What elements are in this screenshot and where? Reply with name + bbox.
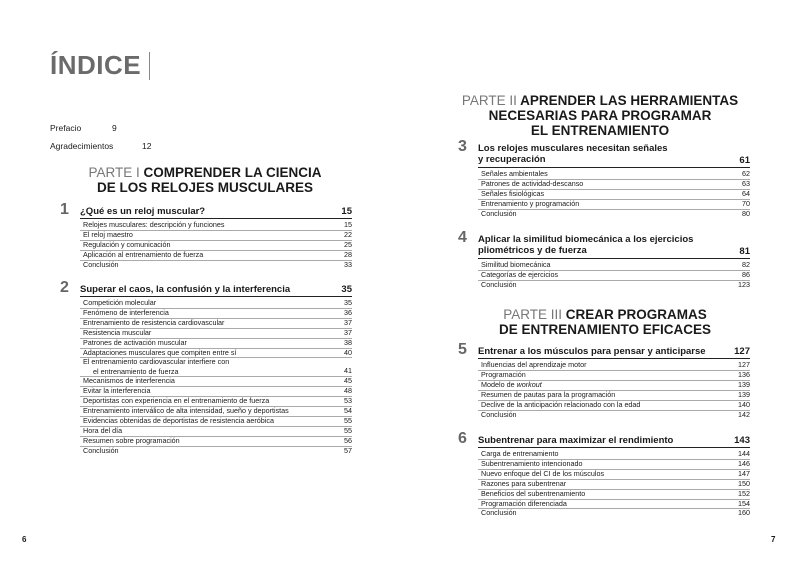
- front-matter-page: 12: [142, 141, 152, 151]
- section-entry: [80, 436, 352, 446]
- chapter-title: [478, 435, 673, 446]
- section-entry: [478, 169, 750, 179]
- section-page: 37: [344, 327, 352, 337]
- section-entry: [80, 446, 352, 456]
- chapter-page: 127: [734, 346, 750, 357]
- section-title: [481, 360, 586, 370]
- section-title-line: Conclusión: [481, 508, 517, 518]
- section-title: [481, 209, 517, 219]
- chapter-title: [478, 346, 706, 357]
- section-title: [83, 318, 224, 328]
- section-title-line: Programación: [481, 369, 526, 379]
- section-title-line: el entrenamiento de fuerza: [93, 367, 179, 377]
- chapter-heading: [458, 341, 750, 358]
- section-entry: [80, 357, 352, 376]
- section-list: [458, 258, 750, 290]
- section-entry: [80, 260, 352, 270]
- chapter-title-line: Subentrenar para maximizar el rendimiento: [478, 435, 674, 446]
- title-divider: [149, 52, 150, 80]
- section-title: [481, 270, 558, 280]
- section-title: [481, 459, 583, 469]
- section-entry: [478, 370, 750, 380]
- part-title-line: DE ENTRENAMIENTO EFICACES: [498, 322, 712, 337]
- section-entry: [80, 298, 352, 308]
- chapter-block: [60, 201, 352, 270]
- section-page: 35: [344, 298, 352, 307]
- section-entry: [478, 189, 750, 199]
- section-title-line: Conclusión: [83, 445, 119, 455]
- section-page: 15: [344, 220, 352, 229]
- section-entry: [80, 308, 352, 318]
- section-page: 144: [738, 449, 750, 458]
- section-title: [83, 260, 119, 270]
- section-page: 139: [738, 379, 750, 389]
- section-entry: [478, 270, 750, 280]
- chapter-rule: [478, 358, 750, 359]
- chapter-heading: [458, 430, 750, 447]
- section-title-line: Entrenamiento y programación: [481, 198, 580, 208]
- section-entry: [478, 380, 750, 390]
- page-number-left: 6: [22, 535, 27, 544]
- chapter-block: [458, 138, 750, 219]
- section-title-line: Nuevo enfoque del CI de los músculos: [481, 468, 605, 478]
- section-entry: [478, 179, 750, 189]
- section-page: 82: [742, 260, 750, 269]
- section-title: [481, 370, 526, 380]
- section-title: [83, 406, 289, 416]
- section-title-line: Similitud biomecánica: [481, 260, 551, 269]
- chapter-title-line: Aplicar la similitud biomecánica a los ejercicios: [478, 234, 694, 245]
- chapter-rule: [478, 258, 750, 259]
- chapter-number: 1: [60, 201, 69, 218]
- section-page: 86: [742, 269, 750, 279]
- section-title: [481, 449, 559, 459]
- section-list: [60, 218, 352, 270]
- front-matter-label: Agradecimientos: [50, 141, 114, 151]
- section-title-line: Modelo de workout: [481, 379, 542, 389]
- section-page: 70: [742, 198, 750, 208]
- chapter-title-line: pliométricos y de fuerza: [478, 245, 587, 256]
- part-title-line: APRENDER LAS HERRAMIENTAS: [520, 93, 739, 108]
- section-page: 38: [344, 337, 352, 347]
- section-title: [481, 280, 517, 290]
- section-title-line: El entrenamiento cardiovascular interfiere con: [83, 357, 230, 367]
- section-entry: [80, 426, 352, 436]
- section-title: [481, 469, 604, 479]
- section-title: [481, 189, 544, 199]
- section-entry: [478, 449, 750, 459]
- section-title-line: Conclusión: [83, 259, 119, 269]
- section-page: 123: [738, 279, 750, 289]
- section-title-line: Entrenamiento de resistencia cardiovascular: [83, 317, 225, 327]
- chapter-title-line: Entrenar a los músculos para pensar y anticiparse: [478, 346, 706, 357]
- section-title: [83, 308, 169, 318]
- chapter-rule: [80, 296, 352, 297]
- section-title-line: Evidencias obtenidas de deportistas de resistencia aeróbica: [83, 416, 274, 425]
- front-matter-item: [50, 141, 170, 153]
- section-page: 25: [344, 239, 352, 249]
- section-entry: [478, 459, 750, 469]
- section-page: 33: [344, 259, 352, 269]
- front-matter-page: 9: [112, 123, 117, 133]
- section-title: [83, 436, 180, 446]
- section-entry: [478, 508, 750, 518]
- section-title: [83, 416, 274, 426]
- chapter-heading: [60, 201, 352, 218]
- section-page: 147: [738, 468, 750, 478]
- section-page: 53: [344, 396, 352, 406]
- section-page: 41: [344, 366, 352, 376]
- part-heading: [60, 165, 350, 195]
- section-title-line: Conclusión: [481, 279, 517, 289]
- section-title-line: Adaptaciones musculares que compiten entre sí: [83, 347, 237, 357]
- section-entry: [478, 400, 750, 410]
- section-title-line: Resumen de pautas para la programación: [481, 389, 616, 399]
- page-number-right: 7: [771, 535, 776, 544]
- part-label: PARTE III: [503, 307, 562, 322]
- chapter-number: 5: [458, 341, 467, 358]
- section-page: 80: [742, 208, 750, 218]
- section-title-line: Razones para subentrenar: [481, 478, 567, 488]
- section-title-line: Relojes musculares: descripción y funciones: [83, 220, 225, 229]
- section-page: 63: [742, 178, 750, 188]
- chapter-block: [458, 430, 750, 518]
- chapter-number: 4: [458, 229, 467, 246]
- section-entry: [80, 386, 352, 396]
- section-title-line: Hora del día: [83, 425, 123, 435]
- section-entry: [80, 240, 352, 250]
- section-title: [83, 357, 229, 377]
- section-title: [83, 220, 224, 230]
- section-title-line: Conclusión: [481, 208, 517, 218]
- section-title-line: Programación diferenciada: [481, 498, 567, 508]
- section-page: 54: [344, 406, 352, 416]
- section-title: [83, 240, 171, 250]
- chapter-title-line: y recuperación: [478, 154, 546, 165]
- chapter-page: 61: [739, 155, 750, 166]
- chapter-block: [60, 279, 352, 456]
- section-entry: [80, 406, 352, 416]
- section-list: [458, 447, 750, 518]
- section-entry: [478, 199, 750, 209]
- section-entry: [80, 318, 352, 328]
- part-title-line: DE LOS RELOJES MUSCULARES: [96, 180, 314, 195]
- section-page: 45: [344, 376, 352, 386]
- part-title-line: NECESARIAS PARA PROGRAMAR: [488, 108, 712, 123]
- section-title: [481, 199, 579, 209]
- section-title: [83, 338, 187, 348]
- section-page: 152: [738, 488, 750, 498]
- section-entry: [80, 250, 352, 260]
- section-entry: [478, 260, 750, 270]
- section-page: 22: [344, 229, 352, 239]
- section-entry: [80, 328, 352, 338]
- part-label: PARTE II: [461, 93, 517, 108]
- chapter-number: 3: [458, 138, 467, 155]
- chapter-rule: [80, 218, 352, 219]
- section-page: 36: [344, 307, 352, 317]
- section-title-line: Subentrenamiento intencionado: [481, 458, 583, 468]
- chapter-page: 35: [341, 284, 352, 295]
- section-title-line: Beneficios del subentrenamiento: [481, 488, 586, 498]
- section-title-line: Resumen sobre programación: [83, 435, 180, 445]
- section-list: [458, 167, 750, 219]
- section-title: [481, 499, 567, 509]
- section-title: [83, 426, 122, 436]
- section-entry: [80, 220, 352, 230]
- part-label: PARTE I: [88, 165, 140, 180]
- section-title: [83, 348, 236, 358]
- section-title: [83, 376, 175, 386]
- section-title-line: Mecanismos de interferencia: [83, 376, 175, 386]
- section-title: [481, 260, 551, 270]
- section-title: [481, 489, 585, 499]
- section-title: [83, 328, 151, 338]
- section-entry: [80, 376, 352, 386]
- section-title-line: Evitar la interferencia: [83, 386, 151, 396]
- page-title: ÍNDICE: [50, 50, 142, 80]
- section-entry: [478, 499, 750, 509]
- section-page: 142: [738, 409, 750, 419]
- section-title: [83, 396, 269, 406]
- section-entry: [478, 489, 750, 499]
- section-page: 48: [344, 386, 352, 396]
- section-page: 150: [738, 478, 750, 488]
- chapter-title-line: Los relojes musculares necesitan señales: [478, 143, 668, 154]
- section-page: 139: [738, 389, 750, 399]
- section-title-line: Carga de entrenamiento: [481, 449, 559, 458]
- section-entry: [478, 280, 750, 290]
- section-entry: [478, 390, 750, 400]
- section-title: [83, 250, 203, 260]
- section-page: 154: [738, 498, 750, 508]
- section-entry: [478, 469, 750, 479]
- chapter-page: 15: [341, 206, 352, 217]
- section-title-line: Señales fisiológicas: [481, 188, 545, 198]
- section-title: [481, 508, 517, 518]
- section-title: [83, 298, 156, 308]
- section-entry: [478, 410, 750, 420]
- section-title: [481, 390, 615, 400]
- section-title: [481, 380, 542, 390]
- part-heading: [450, 93, 750, 138]
- section-entry: [478, 209, 750, 219]
- index-heading: [50, 50, 150, 81]
- section-title: [83, 386, 151, 396]
- section-title-line: Declive de la anticipación relacionado con la edad: [481, 399, 641, 409]
- section-page: 127: [738, 360, 750, 369]
- section-title-line: Resistencia muscular: [83, 327, 152, 337]
- section-list: [458, 358, 750, 419]
- section-title-line: El reloj maestro: [83, 229, 133, 239]
- section-page: 160: [738, 508, 750, 518]
- chapter-title: [80, 206, 205, 217]
- section-title-line: Señales ambientales: [481, 169, 548, 178]
- chapter-rule: [478, 447, 750, 448]
- chapter-title: [478, 143, 668, 165]
- section-page: 56: [344, 435, 352, 445]
- part-title-line: CREAR PROGRAMAS: [565, 307, 707, 322]
- section-page: 55: [344, 416, 352, 425]
- section-entry: [80, 338, 352, 348]
- part-heading: [460, 307, 750, 337]
- section-page: 55: [344, 425, 352, 435]
- section-title: [481, 169, 548, 179]
- section-title-line: Entrenamiento interválico de alta intensidad, sueño y deportistas: [83, 406, 289, 416]
- front-matter-label: Prefacio: [50, 123, 82, 133]
- section-title: [481, 410, 517, 420]
- section-title-line: Influencias del aprendizaje motor: [481, 360, 587, 369]
- section-title: [481, 479, 566, 489]
- front-matter-item: [50, 123, 170, 135]
- section-title-line: Deportistas con experiencia en el entrenamiento de fuerza: [83, 396, 270, 406]
- section-page: 37: [344, 317, 352, 327]
- chapter-title: [478, 234, 693, 256]
- section-title: [481, 400, 640, 410]
- section-title-line: Regulación y comunicación: [83, 239, 171, 249]
- section-page: 62: [742, 169, 750, 178]
- section-entry: [478, 360, 750, 370]
- section-title-line: Patrones de activación muscular: [83, 337, 187, 347]
- chapter-page: 143: [734, 435, 750, 446]
- chapter-heading: [458, 138, 750, 167]
- chapter-block: [458, 341, 750, 419]
- section-page: 140: [738, 399, 750, 409]
- section-title: [481, 179, 583, 189]
- section-page: 40: [344, 347, 352, 357]
- section-page: 136: [738, 369, 750, 379]
- chapter-number: 6: [458, 430, 467, 447]
- part-title-line: COMPRENDER LA CIENCIA: [143, 165, 322, 180]
- chapter-number: 2: [60, 279, 69, 296]
- chapter-title-line: ¿Qué es un reloj muscular?: [80, 206, 206, 217]
- section-page: 146: [738, 458, 750, 468]
- chapter-block: [458, 229, 750, 290]
- chapter-rule: [478, 167, 750, 168]
- section-page: 28: [344, 249, 352, 259]
- chapter-heading: [60, 279, 352, 296]
- section-title-line: Patrones de actividad-descanso: [481, 178, 584, 188]
- section-title-line: Fenómeno de interferencia: [83, 307, 169, 317]
- chapter-title: [80, 284, 290, 295]
- section-title-line: Aplicación al entrenamiento de fuerza: [83, 249, 204, 259]
- section-title-line: Conclusión: [481, 409, 517, 419]
- chapter-title-line: Superar el caos, la confusión y la interferencia: [80, 284, 291, 295]
- section-title-line: Competición molecular: [83, 298, 157, 307]
- section-page: 64: [742, 188, 750, 198]
- section-title-line: Categorías de ejercicios: [481, 269, 559, 279]
- section-title: [83, 446, 119, 456]
- section-entry: [80, 230, 352, 240]
- section-list: [60, 296, 352, 456]
- section-title: [83, 230, 133, 240]
- section-page: 57: [344, 445, 352, 455]
- section-entry: [80, 416, 352, 426]
- part-title-line: EL ENTRENAMIENTO: [530, 123, 670, 138]
- chapter-heading: [458, 229, 750, 258]
- section-entry: [80, 396, 352, 406]
- section-entry: [80, 348, 352, 358]
- section-entry: [478, 479, 750, 489]
- chapter-page: 81: [739, 246, 750, 257]
